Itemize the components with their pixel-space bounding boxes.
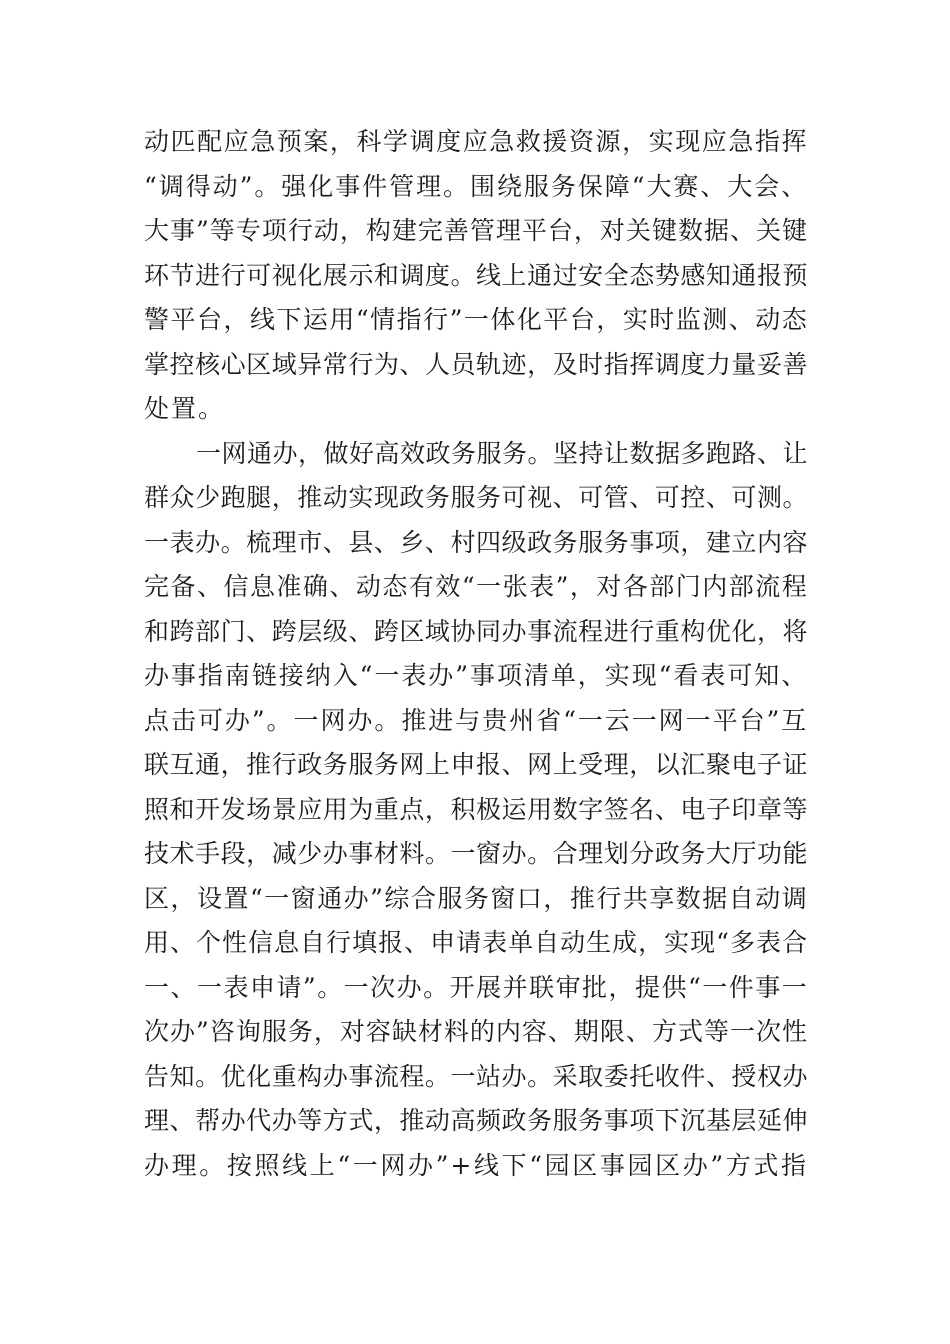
text-line: “调得动”。强化事件管理。围绕服务保障“大赛、大会、: [144, 171, 808, 201]
text-line: 一表办。梳理市、县、乡、村四级政务服务事项，建立内容: [144, 527, 808, 557]
text-line: 技术手段，减少办事材料。一窗办。合理划分政务大厅功能: [144, 839, 808, 868]
text-line: 点击可办”。一网办。推进与贵州省“一云一网一平台”互: [144, 705, 808, 735]
text-line: 动匹配应急预案，科学调度应急救援资源，实现应急指挥: [144, 127, 808, 156]
text-line: 区，设置“一窗通办”综合服务窗口，推行共享数据自动调: [144, 883, 808, 913]
text-line: 群众少跑腿，推动实现政务服务可视、可管、可控、可测。: [144, 483, 808, 512]
text-line: 用、个性信息自行填报、申请表单自动生成，实现“多表合: [144, 928, 808, 957]
text-line: 照和开发场景应用为重点，积极运用数字签名、电子印章等: [144, 794, 808, 824]
body-text: [144, 120, 808, 1188]
paragraph-start-line: 一网通办，做好高效政务服务。坚持让数据多跑路、让: [196, 438, 809, 468]
text-line: 和跨部门、跨层级、跨区域协同办事流程进行重构优化，将: [144, 616, 808, 646]
text-line: 告知。优化重构办事流程。一站办。采取委托收件、授权办: [144, 1061, 808, 1091]
text-line: 办理。按照线上“一网办”+线下“园区事园区办”方式指: [144, 1150, 808, 1180]
text-line: 次办”咨询服务，对容缺材料的内容、期限、方式等一次性: [144, 1017, 808, 1046]
text-line: 联互通，推行政务服务网上申报、网上受理，以汇聚电子证: [144, 750, 808, 779]
text-line: 一、一表申请”。一次办。开展并联审批，提供“一件事一: [144, 972, 808, 1002]
text-line: 大事”等专项行动，构建完善管理平台，对关键数据、关键: [144, 216, 808, 245]
text-line: 警平台，线下运用“情指行”一体化平台，实时监测、动态: [144, 305, 808, 334]
text-line: 完备、信息准确、动态有效“一张表”，对各部门内部流程: [144, 572, 808, 601]
text-line: 掌控核心区域异常行为、人员轨迹，及时指挥调度力量妥善: [144, 349, 808, 379]
text-line: 理、帮办代办等方式，推动高频政务服务事项下沉基层延伸: [144, 1106, 808, 1135]
text-line: 处置。: [144, 394, 226, 423]
text-line: 办事指南链接纳入“一表办”事项清单，实现“看表可知、: [144, 661, 808, 690]
text-line: 环节进行可视化展示和调度。线上通过安全态势感知通报预: [144, 260, 808, 290]
